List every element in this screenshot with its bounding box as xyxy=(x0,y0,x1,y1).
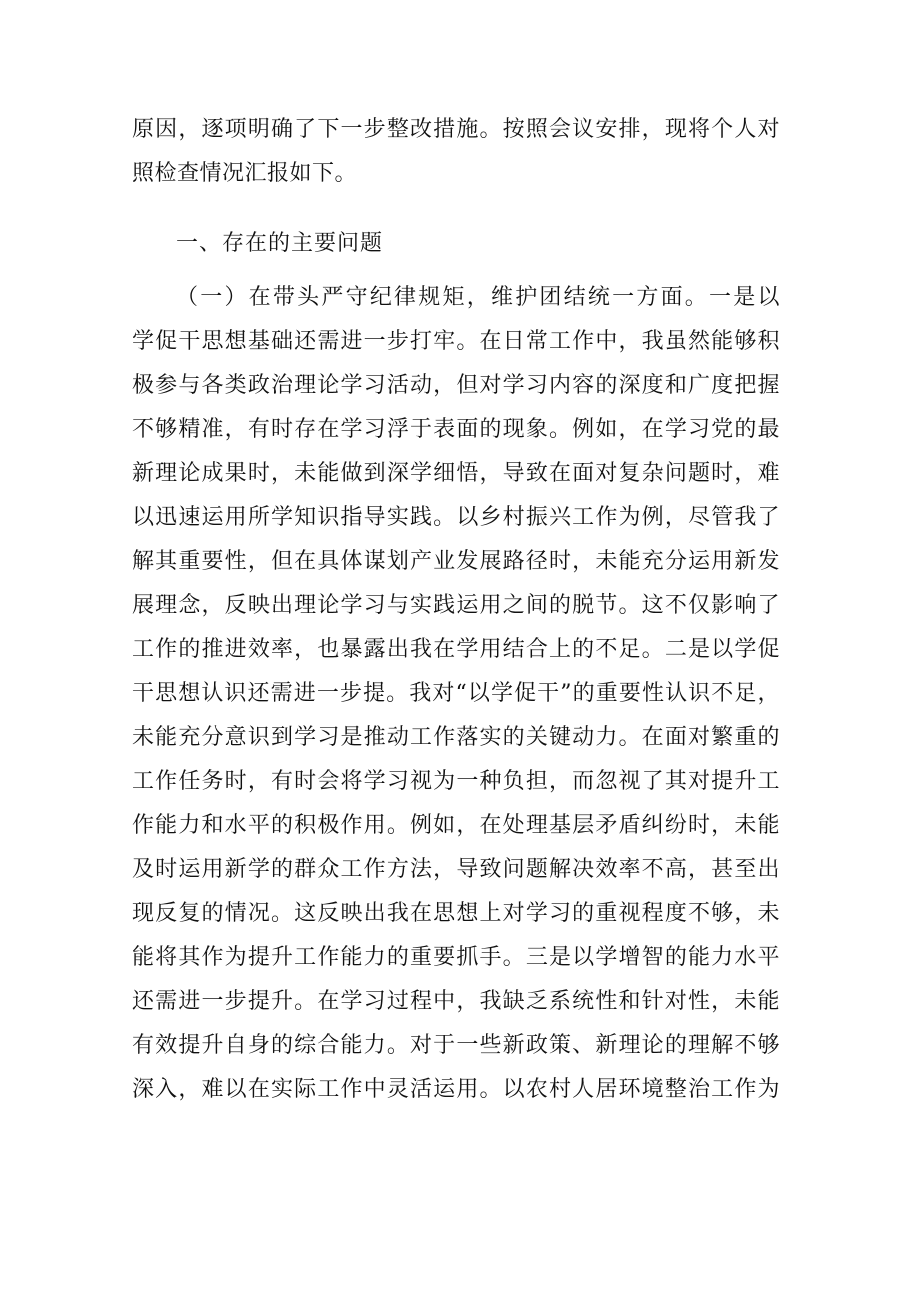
text-line: 有效提升自身的综合能力。对于一些新政策、新理论的理解不够 xyxy=(132,1033,780,1058)
text-line: 未能充分意识到学习是推动工作落实的关键动力。在面对繁重的 xyxy=(132,725,780,750)
text-line: （一）在带头严守纪律规矩，维护团结统一方面。一是以 xyxy=(176,285,780,310)
text-line: 解其重要性，但在具体谋划产业发展路径时，未能充分运用新发 xyxy=(132,549,780,574)
intro-paragraph xyxy=(132,108,780,196)
text-line: 干思想认识还需进一步提。我对“以学促干”的重要性认识不足， xyxy=(132,681,780,706)
text-line: 极参与各类政治理论学习活动，但对学习内容的深度和广度把握 xyxy=(132,373,780,398)
text-line: 作能力和水平的积极作用。例如，在处理基层矛盾纠纷时，未能 xyxy=(132,813,780,838)
text-line: 学促干思想基础还需进一步打牢。在日常工作中，我虽然能够积 xyxy=(132,329,780,354)
text-line: 不够精准，有时存在学习浮于表面的现象。例如，在学习党的最 xyxy=(132,417,780,442)
text-line: 照检查情况汇报如下。 xyxy=(132,161,358,186)
text-line: 现反复的情况。这反映出我在思想上对学习的重视程度不够，未 xyxy=(132,901,780,926)
text-line: 原因，逐项明确了下一步整改措施。按照会议安排，现将个人对 xyxy=(132,117,780,142)
text-line: 展理念，反映出理论学习与实践运用之间的脱节。这不仅影响了 xyxy=(132,593,780,618)
section-heading: 一、存在的主要问题 xyxy=(176,231,384,256)
text-line: 能将其作为提升工作能力的重要抓手。三是以学增智的能力水平 xyxy=(132,945,780,970)
text-line: 深入，难以在实际工作中灵活运用。以农村人居环境整治工作为 xyxy=(132,1077,780,1102)
body-paragraph xyxy=(132,276,780,1112)
text-line: 以迅速运用所学知识指导实践。以乡村振兴工作为例，尽管我了 xyxy=(132,505,780,530)
text-line: 及时运用新学的群众工作方法，导致问题解决效率不高，甚至出 xyxy=(132,857,780,882)
text-line: 工作的推进效率，也暴露出我在学用结合上的不足。二是以学促 xyxy=(132,637,780,662)
text-line: 工作任务时，有时会将学习视为一种负担，而忽视了其对提升工 xyxy=(132,769,780,794)
text-line: 还需进一步提升。在学习过程中，我缺乏系统性和针对性，未能 xyxy=(132,989,780,1014)
text-line: 新理论成果时，未能做到深学细悟，导致在面对复杂问题时，难 xyxy=(132,461,780,486)
